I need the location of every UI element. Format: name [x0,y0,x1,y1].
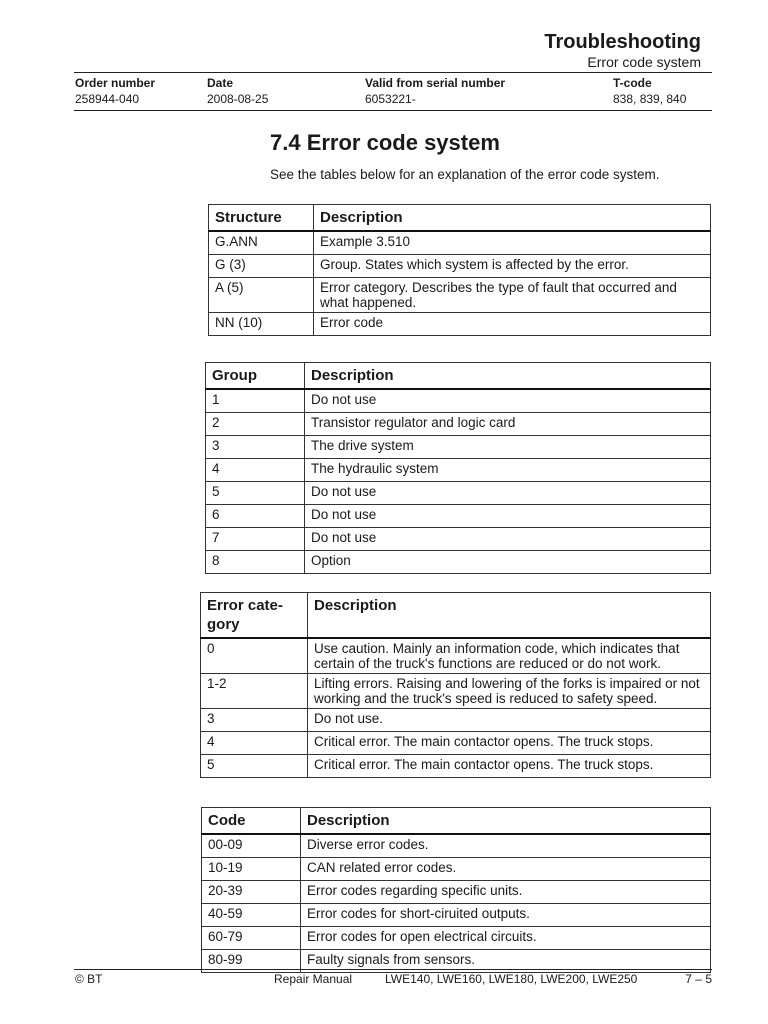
table-row [206,436,711,459]
chapter-title: Troubleshooting [544,31,701,53]
table-cell: G.ANN [209,231,314,255]
table-row [206,482,711,505]
footer-page-number: 7 – 5 [685,972,712,986]
table-cell: 00-09 [202,834,301,858]
table-header-cell: Group [206,363,305,390]
table-row [206,505,711,528]
table-cell: 5 [206,482,305,505]
table-cell: Option [305,551,711,574]
table-cell: NN (10) [209,313,314,336]
table-row [202,834,711,858]
meta-tcode-label: T-code [613,76,652,90]
table-cell: 0 [201,638,308,674]
meta-serial-label: Valid from serial number [365,76,506,90]
table-header-cell: Structure [209,205,314,232]
footer-manual: Repair Manual [274,972,353,986]
table-cell: Do not use [305,389,711,413]
table-cell: 6 [206,505,305,528]
table-cell: 8 [206,551,305,574]
table-cell: The hydraulic system [305,459,711,482]
table-header-row [201,593,711,639]
header-rule-bottom [74,110,712,111]
meta-serial [365,75,505,107]
table-cell: 3 [206,436,305,459]
table-cell: A (5) [209,278,314,313]
table-row [206,459,711,482]
table-cell: 3 [201,709,308,732]
table-row [201,638,711,674]
table-cell: Critical error. The main contactor opens. The truck stops. [308,732,711,755]
table-cell: 4 [201,732,308,755]
group-table [205,362,711,574]
table-row [209,231,711,255]
meta-tcode-value: 838, 839, 840 [613,92,687,106]
table-row [201,755,711,778]
table-cell: 1-2 [201,674,308,709]
section-intro: See the tables below for an explanation of the error code system. [270,167,660,182]
table-row [206,413,711,436]
table-cell: Use caution. Mainly an information code, which indicates that certain of the truck's functions are reduced or do not work. [308,638,711,674]
table-cell: 2 [206,413,305,436]
table-header-row [209,205,711,232]
table-cell: G (3) [209,255,314,278]
table-cell: Diverse error codes. [301,834,711,858]
table-cell: 20-39 [202,881,301,904]
table-header-row [206,363,711,390]
table-cell: 40-59 [202,904,301,927]
table-row [206,551,711,574]
table-header-row [202,808,711,835]
footer-rule [74,969,712,970]
table-cell: Lifting errors. Raising and lowering of the forks is impaired or not working and the truck's speed is reduced to safety speed. [308,674,711,709]
footer-models: LWE140, LWE160, LWE180, LWE200, LWE250 [385,972,638,986]
table-header-cell: Description [301,808,711,835]
table-row [209,278,711,313]
table-header-cell: Description [305,363,711,390]
table-header-cell: Description [308,593,711,639]
table-row [206,528,711,551]
header-rule-top [74,72,712,73]
meta-order-value: 258944-040 [75,92,140,106]
table-cell: Do not use [305,505,711,528]
table-cell: Group. States which system is affected by the error. [314,255,711,278]
meta-order-label: Order number [75,76,156,90]
table-cell: Faulty signals from sensors. [301,950,711,973]
table-cell: Do not use. [308,709,711,732]
table-cell: Error category. Describes the type of fault that occurred and what happened. [314,278,711,313]
table-row [202,881,711,904]
table-row [202,927,711,950]
meta-order [75,75,155,107]
table-cell: Transistor regulator and logic card [305,413,711,436]
structure-table [208,204,711,336]
table-cell: 60-79 [202,927,301,950]
meta-date [207,75,268,107]
table-row [206,389,711,413]
meta-tcode [613,75,686,107]
table-cell: Error codes regarding specific units. [301,881,711,904]
table-cell: Do not use [305,528,711,551]
error-category-table [200,592,711,778]
table-row [202,904,711,927]
table-cell: 4 [206,459,305,482]
table-cell: Do not use [305,482,711,505]
table-header-cell: Error cate-gory [201,593,308,639]
table-header-cell: Code [202,808,301,835]
table-cell: 1 [206,389,305,413]
table-row [201,674,711,709]
meta-serial-value: 6053221- [365,92,416,106]
section-title: 7.4 Error code system [270,130,500,155]
table-cell: Error codes for open electrical circuits. [301,927,711,950]
table-row [201,709,711,732]
table-cell: 5 [201,755,308,778]
table-cell: Error codes for short-ciruited outputs. [301,904,711,927]
table-cell: 10-19 [202,858,301,881]
meta-date-label: Date [207,76,234,90]
table-cell: Example 3.510 [314,231,711,255]
table-cell: Critical error. The main contactor opens. The truck stops. [308,755,711,778]
table-cell: The drive system [305,436,711,459]
chapter-subtitle: Error code system [587,54,701,70]
table-cell: Error code [314,313,711,336]
meta-date-value: 2008-08-25 [207,92,269,106]
table-cell: 80-99 [202,950,301,973]
table-cell: 7 [206,528,305,551]
table-row [202,858,711,881]
footer-copyright: © BT [75,972,103,986]
code-table [201,807,711,973]
table-cell: CAN related error codes. [301,858,711,881]
table-row [209,313,711,336]
table-row [201,732,711,755]
table-row [209,255,711,278]
table-header-cell: Description [314,205,711,232]
